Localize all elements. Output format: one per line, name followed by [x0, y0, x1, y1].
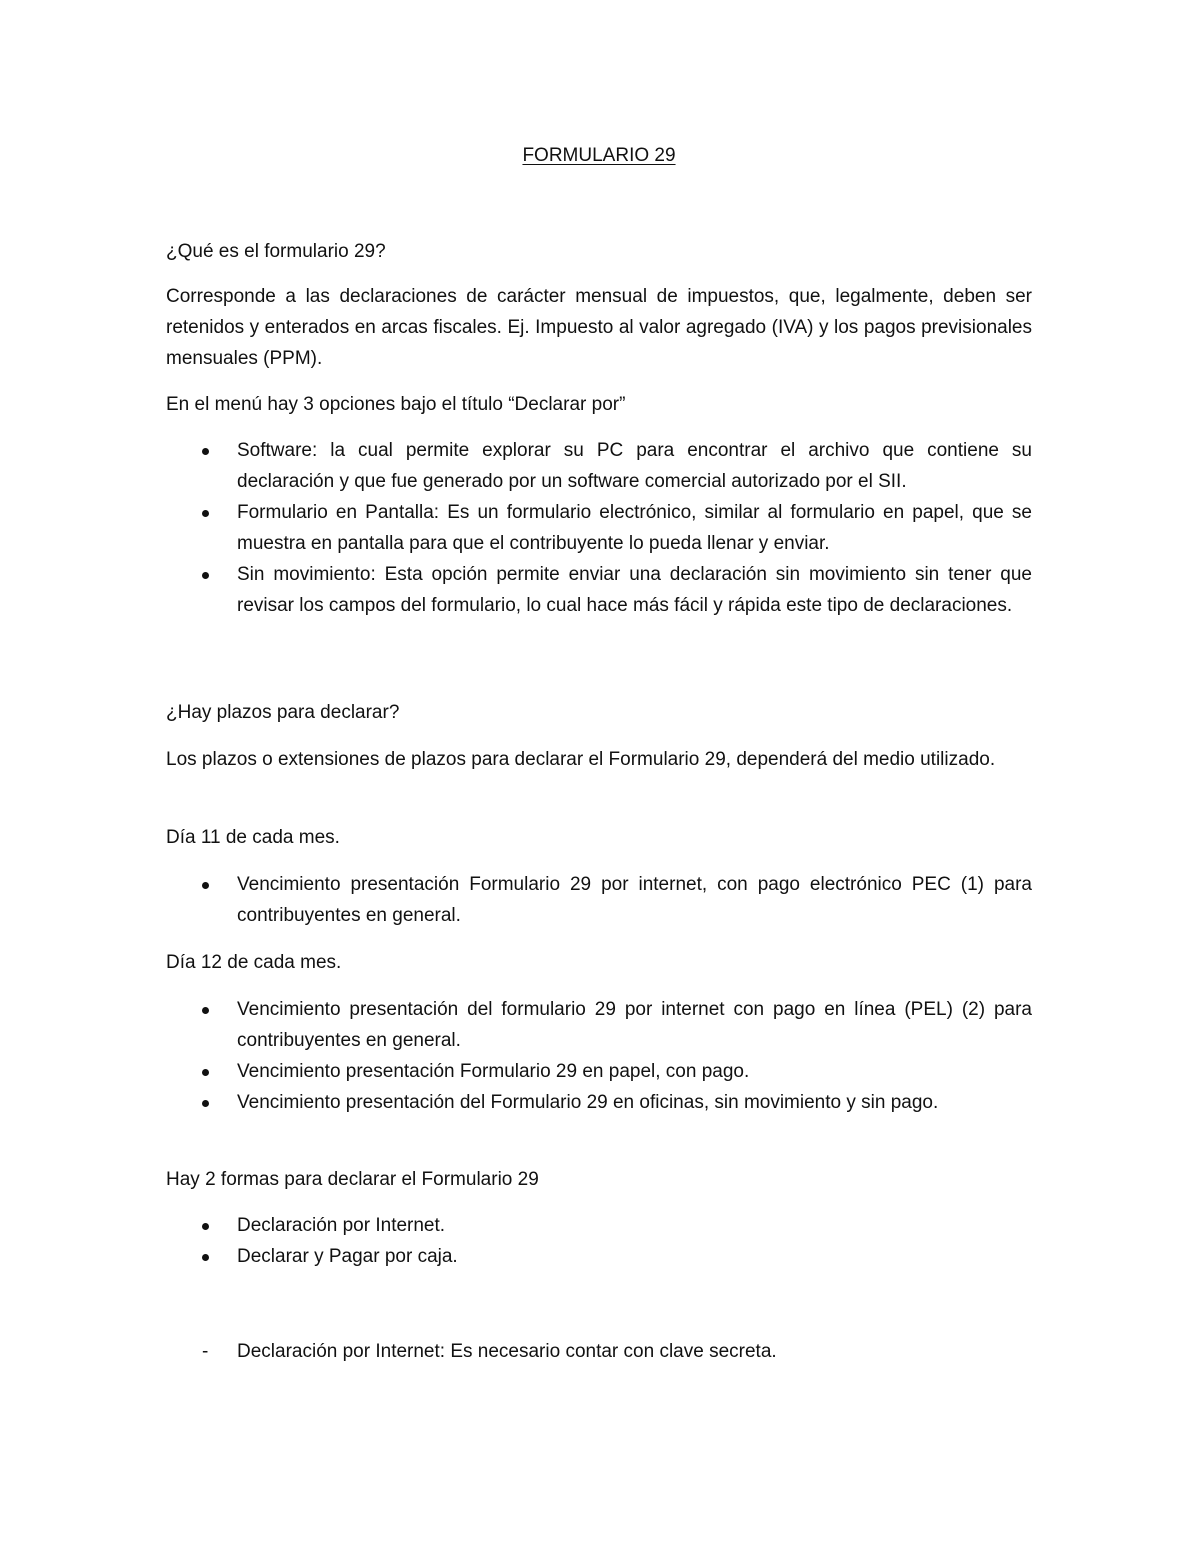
question-plazos: ¿Hay plazos para declarar? — [166, 702, 400, 723]
day-11-heading: Día 11 de cada mes. — [166, 827, 340, 848]
list-item-formulario-pantalla — [166, 497, 1032, 559]
declarar-por-options-list — [166, 435, 1032, 621]
list-item-text: Vencimiento presentación Formulario 29 en papel, con pago. — [237, 1061, 750, 1082]
list-item-software — [166, 435, 1032, 497]
list-item — [166, 994, 1032, 1056]
list-item-text: Declaración por Internet. — [237, 1215, 446, 1236]
list-item-text: Vencimiento presentación del Formulario 29 en oficinas, sin movimiento y sin pago. — [237, 1092, 939, 1113]
day-11-list — [166, 869, 1032, 931]
bullet-icon — [200, 1056, 220, 1087]
bullet-icon — [200, 869, 220, 900]
definition-paragraph: Corresponde a las declaraciones de carácter mensual de impuestos, que, legalmente, deben ser retenidos y enterados en arcas fiscales. Ej. Impuesto al valor agregado (IVA) y los pagos previsionales mensuales (PPM). — [166, 286, 1032, 369]
day-12-heading: Día 12 de cada mes. — [166, 952, 342, 973]
bullet-icon — [200, 435, 220, 466]
bullet-icon — [200, 1210, 220, 1241]
bullet-icon — [200, 1241, 220, 1272]
dash-list — [166, 1336, 1032, 1367]
bullet-icon — [200, 994, 220, 1025]
list-item-text: Software: la cual permite explorar su PC para encontrar el archivo que contiene su declaración y que fue generado por un software comercial autorizado por el SII. — [237, 440, 1032, 492]
list-item — [166, 1056, 1032, 1087]
list-item-text: Vencimiento presentación Formulario 29 por internet, con pago electrónico PEC (1) para contribuyentes en general. — [237, 874, 1032, 926]
list-item-text: Formulario en Pantalla: Es un formulario electrónico, similar al formulario en papel, que se muestra en pantalla para que el contribuyente lo pueda llenar y enviar. — [237, 502, 1032, 554]
list-item — [166, 869, 1032, 931]
list-item-sin-movimiento — [166, 559, 1032, 621]
list-item-text: Vencimiento presentación del formulario 29 por internet con pago en línea (PEL) (2) para contribuyentes en general. — [237, 999, 1032, 1051]
plazos-paragraph: Los plazos o extensiones de plazos para declarar el Formulario 29, dependerá del medio utilizado. — [166, 749, 996, 770]
dash-list-item — [166, 1336, 1032, 1367]
document-title: FORMULARIO 29 — [522, 145, 676, 166]
menu-options-intro: En el menú hay 3 opciones bajo el título “Declarar por” — [166, 394, 626, 415]
list-item-text: Declarar y Pagar por caja. — [237, 1246, 458, 1267]
day-12-list — [166, 994, 1032, 1118]
list-item — [166, 1210, 1032, 1241]
list-item — [166, 1241, 1032, 1272]
bullet-icon — [200, 559, 220, 590]
ways-list — [166, 1210, 1032, 1272]
bullet-icon — [200, 497, 220, 528]
list-item-text: Sin movimiento: Esta opción permite enviar una declaración sin movimiento sin tener que revisar los campos del formulario, lo cual hace más fácil y rápida este tipo de declaraciones. — [237, 564, 1032, 616]
bullet-icon — [200, 1087, 220, 1118]
list-item-text: Declaración por Internet: Es necesario contar con clave secreta. — [237, 1341, 777, 1362]
question-what-is: ¿Qué es el formulario 29? — [166, 241, 386, 262]
ways-intro: Hay 2 formas para declarar el Formulario 29 — [166, 1169, 539, 1190]
dash-marker: - — [202, 1341, 209, 1362]
list-item — [166, 1087, 1032, 1118]
